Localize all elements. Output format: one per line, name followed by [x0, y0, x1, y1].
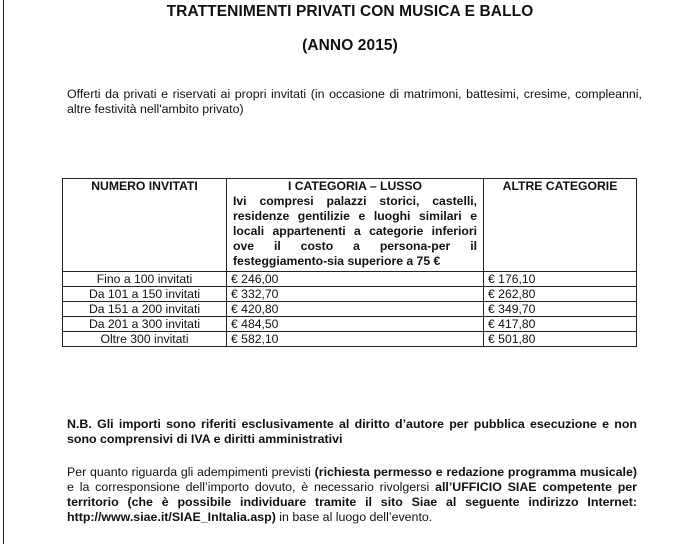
header-luxury-title: I CATEGORIA – LUSSO: [287, 179, 423, 193]
luxury-fee-cell: € 582,10: [227, 332, 484, 347]
nb-note: N.B. Gli importi sono riferiti esclusivamente al diritto d’autore per pubblica esecuzione e non sono comprensivi di IVA e diritti amministrativi: [67, 417, 637, 446]
table-header-row: [63, 179, 637, 272]
guest-range-cell: Fino a 100 invitati: [63, 272, 227, 287]
other-fee-cell: € 262,80: [484, 287, 637, 302]
page-left-border: [3, 0, 4, 544]
other-fee-cell: € 349,70: [484, 302, 637, 317]
info-text-3: in base al luogo dell’evento.: [275, 510, 433, 524]
table-row: [63, 332, 637, 347]
info-text-2: e la corresponsione dell’importo dovuto, è necessario rivolgersi: [67, 480, 436, 494]
header-other: ALTRE CATEGORIE: [484, 179, 637, 272]
guest-range-cell: Da 201 a 300 invitati: [63, 317, 227, 332]
luxury-fee-cell: € 484,50: [227, 317, 484, 332]
header-guests: NUMERO INVITATI: [63, 179, 227, 272]
table-row: [63, 317, 637, 332]
luxury-fee-cell: € 246,00: [227, 272, 484, 287]
header-luxury-description: Ivi compresi palazzi storici, castelli, residenze gentilizie e luoghi similari e locali appartenenti a categorie inferiori ove il costo a persona-per il festeggiamento-sia superiore a 75 €: [233, 194, 477, 268]
header-luxury: [227, 179, 484, 272]
info-bold-request: (richiesta permesso e redazione programma musicale): [314, 465, 637, 479]
document-year: (ANNO 2015): [302, 37, 398, 54]
table-row: [63, 302, 637, 317]
fee-table: [62, 178, 637, 347]
other-fee-cell: € 501,80: [484, 332, 637, 347]
info-text-1: Per quanto riguarda gli adempimenti previsti: [67, 465, 315, 479]
luxury-fee-cell: € 332,70: [227, 287, 484, 302]
other-fee-cell: € 176,10: [484, 272, 637, 287]
info-bold-office: all’UFFICIO SIAE competente per territorio (che è possibile individuare tramite il sito Siae al seguente indirizzo Internet: http://www.siae.it/SIAE_InItalia.asp): [67, 480, 637, 524]
info-paragraph: [67, 465, 637, 525]
other-fee-cell: € 417,80: [484, 317, 637, 332]
luxury-fee-cell: € 420,80: [227, 302, 484, 317]
table-row: [63, 287, 637, 302]
document-title: TRATTENIMENTI PRIVATI CON MUSICA E BALLO: [166, 3, 534, 20]
table-row: [63, 272, 637, 287]
guest-range-cell: Da 151 a 200 invitati: [63, 302, 227, 317]
guest-range-cell: Oltre 300 invitati: [63, 332, 227, 347]
guest-range-cell: Da 101 a 150 invitati: [63, 287, 227, 302]
intro-paragraph: Offerti da privati e riservati ai propri invitati (in occasione di matrimoni, battesimi, cresime, compleanni, altre festività nell'ambito privato): [67, 87, 642, 116]
